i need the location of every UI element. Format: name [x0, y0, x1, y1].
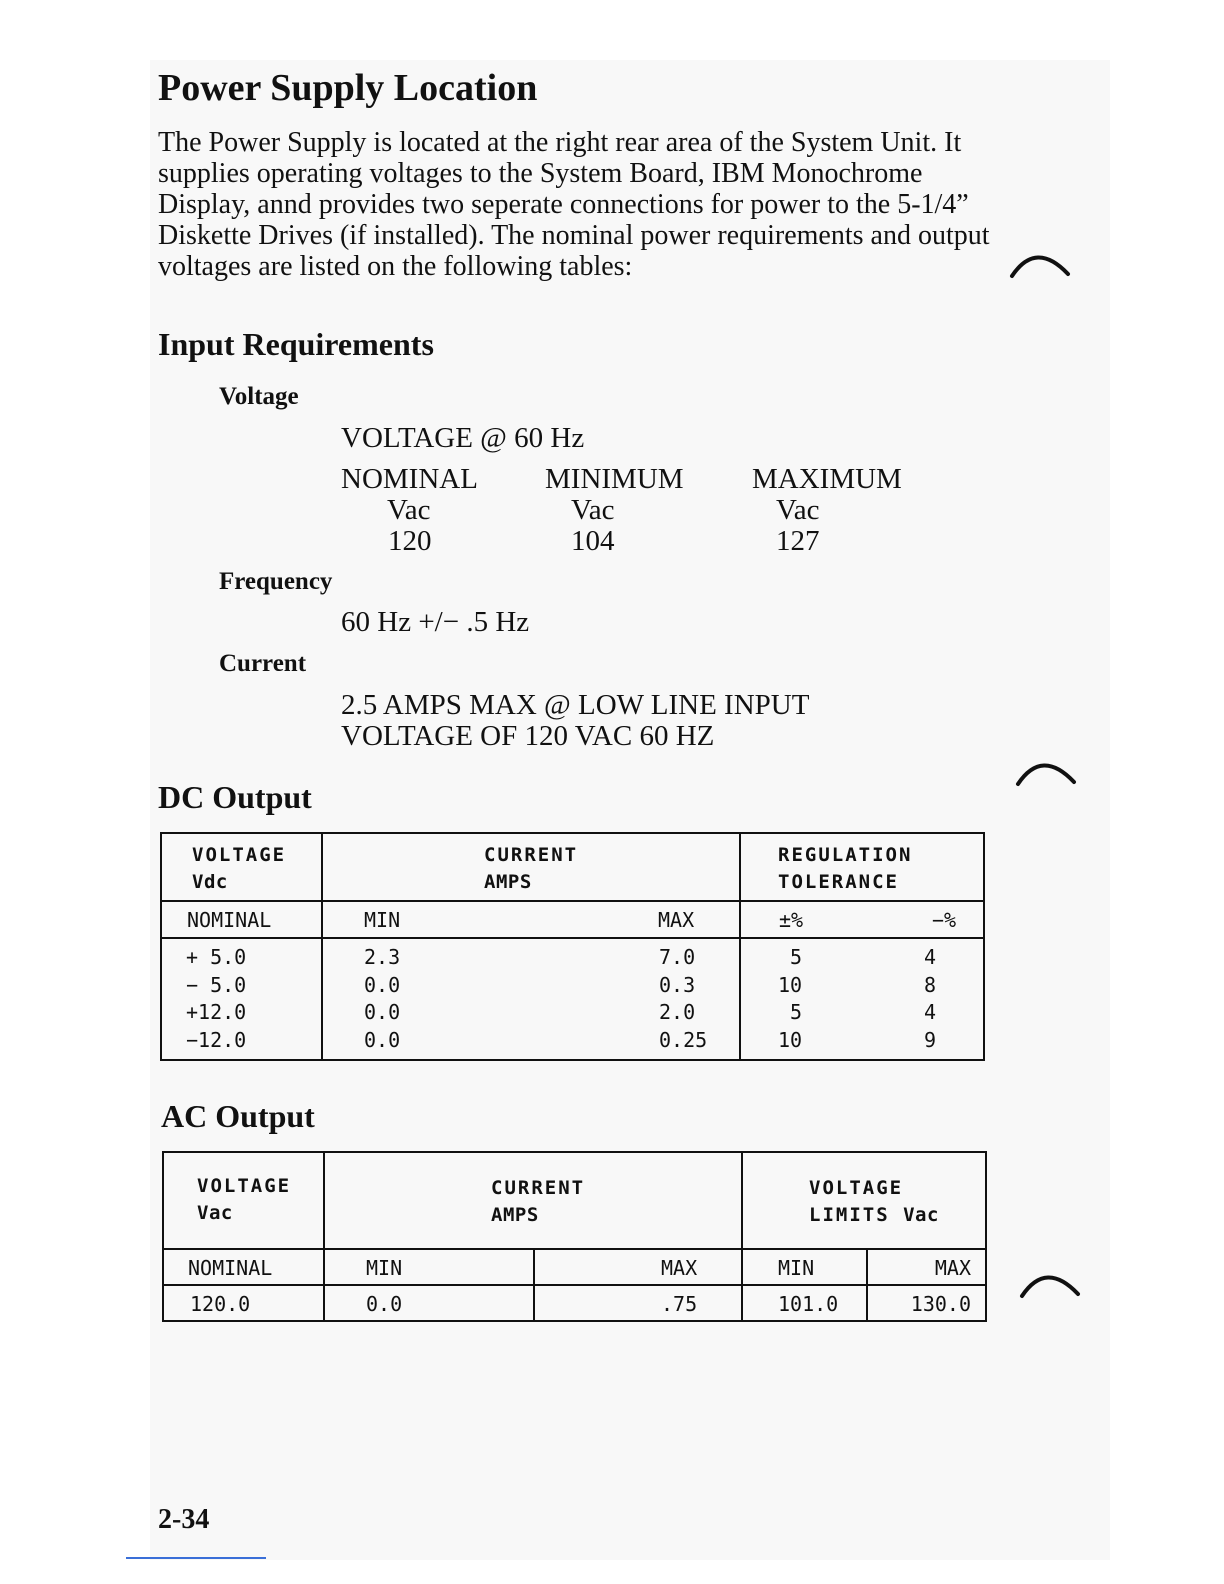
- dc-sub-min: MIN: [364, 908, 401, 932]
- table-cell: 0.3: [659, 972, 696, 997]
- voltage-header: VOLTAGE @ 60 Hz: [341, 422, 585, 454]
- table-cell: 4: [924, 1000, 937, 1024]
- dc-minus-column: [924, 944, 954, 1054]
- table-cell: 5: [790, 1000, 803, 1024]
- ac-col-divider: [323, 1153, 325, 1320]
- footer-rule: [126, 1557, 266, 1559]
- table-cell: 0.0: [364, 972, 401, 997]
- ac-nominal-value: 120.0: [190, 1292, 251, 1316]
- dc-col-divider: [739, 834, 741, 1059]
- ac-output-heading: AC Output: [161, 1098, 315, 1134]
- ac-cur-min-value: 0.0: [366, 1292, 403, 1316]
- minimum-col-unit: Vac: [571, 494, 615, 526]
- table-cell: 2.3: [364, 945, 401, 969]
- dc-row-divider: [162, 937, 983, 939]
- dc-sub-max: MAX: [658, 908, 695, 932]
- nominal-col-name: NOMINAL: [341, 463, 478, 495]
- frequency-label: Frequency: [219, 568, 333, 595]
- dc-sub-nominal: NOMINAL: [187, 908, 272, 932]
- dc-plus-column: [778, 944, 828, 1054]
- dc-output-heading: DC Output: [158, 779, 312, 815]
- table-cell: 0.0: [364, 1000, 401, 1024]
- ac-col-divider: [866, 1248, 868, 1320]
- table-cell: −12.0: [186, 1027, 247, 1052]
- table-cell: 2.0: [659, 1000, 696, 1024]
- ac-sub-nominal: NOMINAL: [188, 1256, 273, 1280]
- ac-lim-max-value: 130.0: [910, 1292, 971, 1316]
- table-cell: 10: [778, 1027, 803, 1052]
- ac-cur-max-value: .75: [661, 1292, 698, 1316]
- dc-sub-plus: ±%: [779, 908, 804, 932]
- dc-max-column: [659, 944, 729, 1054]
- binder-hole-arc-icon: [1018, 1266, 1084, 1302]
- table-cell: 9: [924, 1027, 937, 1052]
- binder-hole-arc-icon: [1014, 754, 1080, 790]
- dc-nominal-column: [186, 944, 286, 1054]
- ac-row-divider: [164, 1248, 985, 1250]
- table-cell: 0.0: [364, 1027, 401, 1052]
- input-requirements-heading: Input Requirements: [158, 326, 434, 362]
- current-line-2: VOLTAGE OF 120 VAC 60 HZ: [341, 720, 715, 752]
- ac-row-divider: [164, 1284, 985, 1286]
- ac-sub-cur-min: MIN: [366, 1256, 403, 1280]
- binder-hole-arc-icon: [1008, 246, 1074, 282]
- table-cell: 5: [790, 945, 803, 969]
- frequency-value: 60 Hz +/− .5 Hz: [341, 606, 530, 638]
- page-title: Power Supply Location: [158, 67, 538, 109]
- ac-output-table: [162, 1151, 987, 1322]
- minimum-col-name: MINIMUM: [545, 463, 684, 495]
- dc-output-table: [160, 832, 985, 1061]
- nominal-col-unit: Vac: [387, 494, 431, 526]
- current-label: Current: [219, 650, 307, 677]
- table-cell: 4: [924, 945, 937, 969]
- ac-current-header: CURRENT AMPS: [491, 1177, 586, 1226]
- page-number: 2-34: [158, 1504, 210, 1535]
- dc-current-header: CURRENT AMPS: [484, 844, 579, 893]
- table-cell: 0.25: [659, 1027, 708, 1052]
- table-cell: 7.0: [659, 945, 696, 969]
- minimum-col-value: 104: [571, 525, 615, 557]
- dc-col-divider: [321, 834, 323, 1059]
- dc-voltage-header: VOLTAGE Vdc: [192, 844, 287, 893]
- ac-lim-min-value: 101.0: [778, 1292, 839, 1316]
- dc-regulation-header: REGULATION TOLERANCE: [778, 844, 913, 893]
- ac-sub-lim-min: MIN: [778, 1256, 815, 1280]
- maximum-col-unit: Vac: [776, 494, 820, 526]
- intro-paragraph: The Power Supply is located at the right rear area of the System Unit. It supplies operating voltages to the System Board, IBM Monochrome Display, annd provides two seperate connections for power to the 5-1/4” Diskette Drives (if installed). The nominal power requirements and output voltages are listed on the following tables:: [158, 127, 990, 282]
- table-cell: 8: [924, 972, 937, 997]
- maximum-col-value: 127: [776, 525, 820, 557]
- ac-limits-header: VOLTAGE LIMITS Vac: [809, 1177, 939, 1226]
- dc-min-column: [364, 944, 464, 1054]
- current-line-1: 2.5 AMPS MAX @ LOW LINE INPUT: [341, 689, 810, 721]
- table-cell: 10: [778, 972, 803, 997]
- voltage-label: Voltage: [219, 383, 299, 410]
- dc-row-divider: [162, 900, 983, 902]
- dc-sub-minus: −%: [931, 908, 956, 932]
- ac-col-divider: [741, 1153, 743, 1320]
- ac-sub-cur-max: MAX: [661, 1256, 698, 1280]
- table-cell: − 5.0: [186, 972, 247, 997]
- maximum-col-name: MAXIMUM: [752, 463, 902, 495]
- ac-sub-lim-max: MAX: [934, 1256, 971, 1280]
- ac-voltage-header: VOLTAGE Vac: [197, 1175, 292, 1224]
- nominal-col-value: 120: [388, 525, 432, 557]
- table-cell: +12.0: [186, 1000, 247, 1024]
- ac-col-divider: [533, 1248, 535, 1320]
- table-cell: + 5.0: [186, 945, 247, 969]
